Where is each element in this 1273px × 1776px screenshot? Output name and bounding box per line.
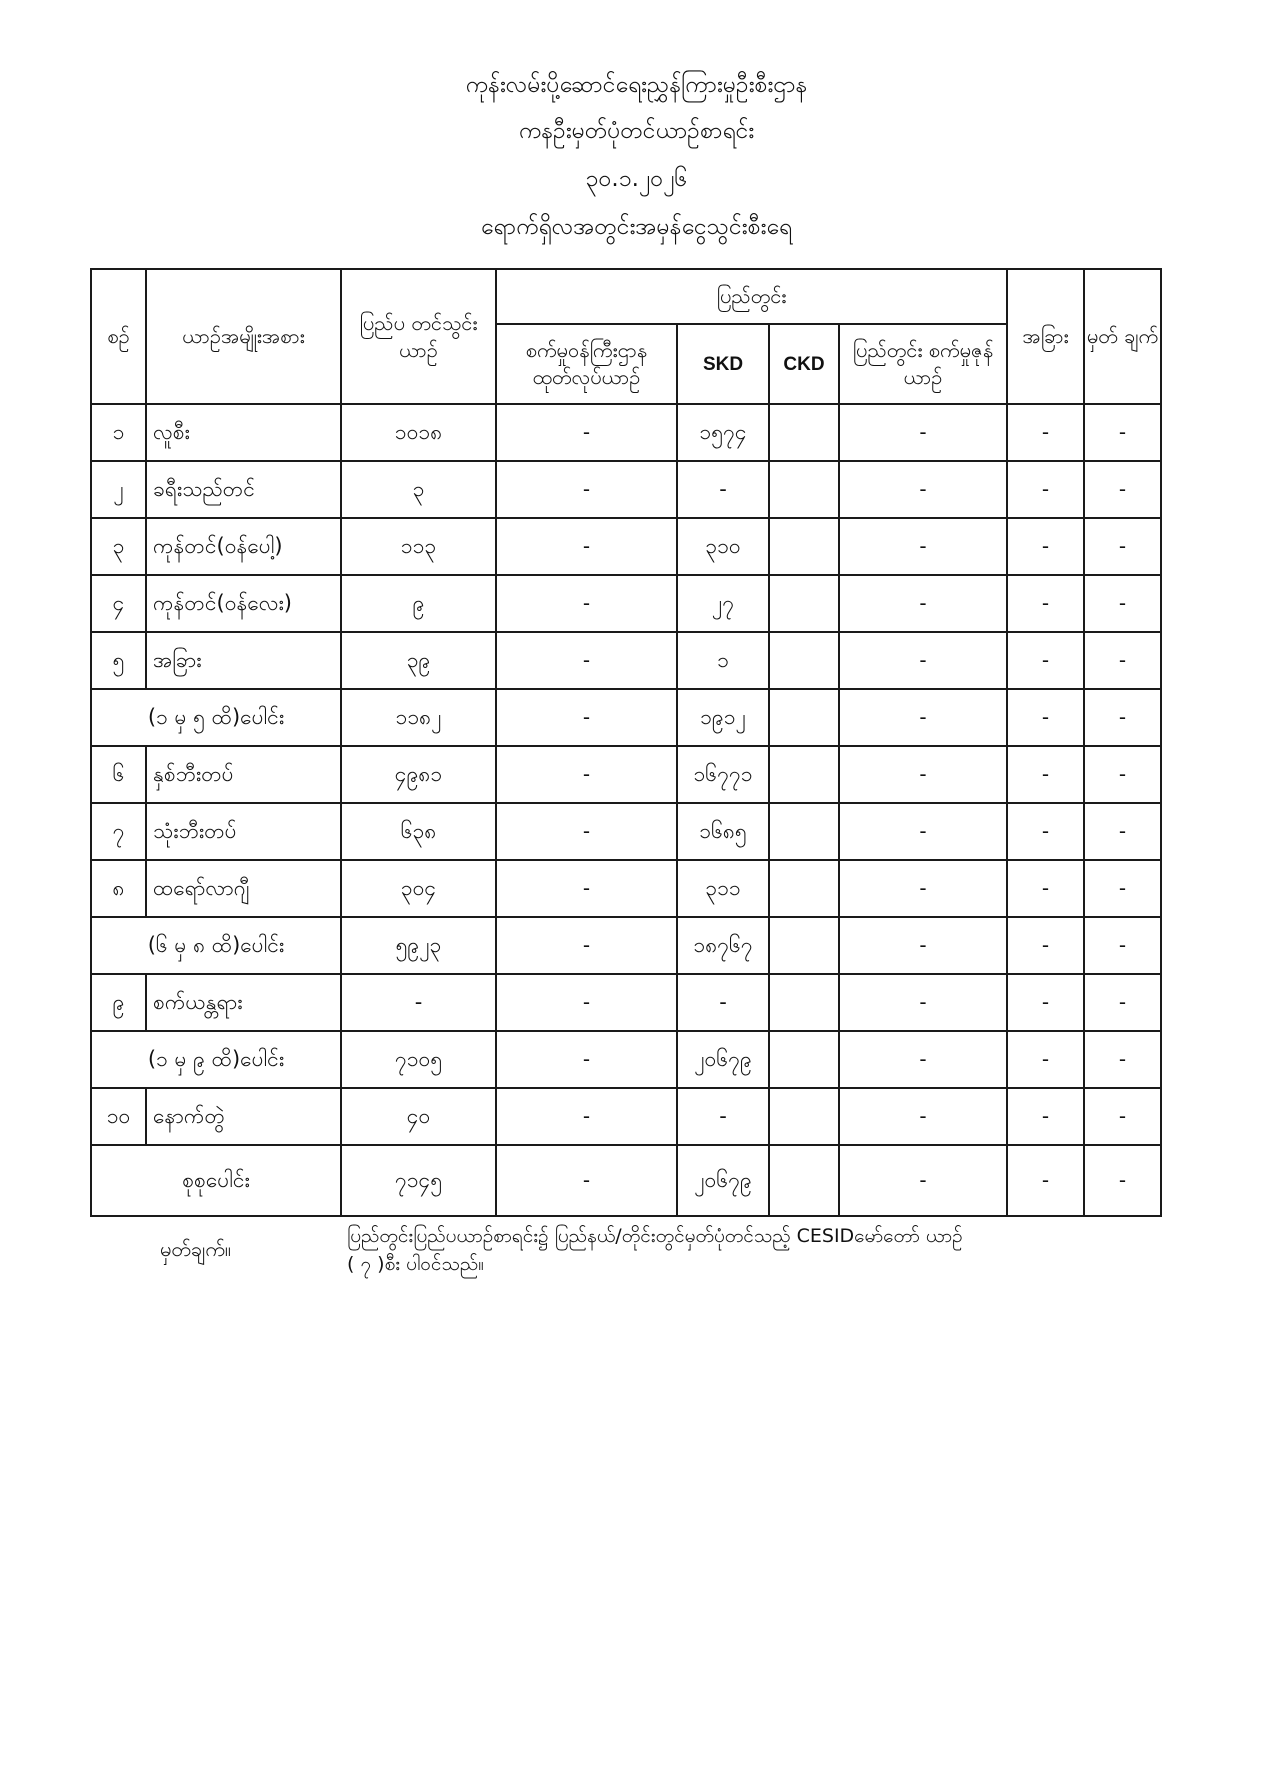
cell-no: ၁၀ — [91, 1088, 146, 1145]
cell-import: ၅၉၂၃ — [341, 917, 496, 974]
cell-ckd — [769, 632, 839, 689]
subtotal-label: (၁ မှ ၉ ထိ)ပေါင်း — [91, 1031, 341, 1088]
cell-local-assembled: - — [839, 860, 1007, 917]
cell-local-assembled: - — [839, 746, 1007, 803]
cell-import: ၉ — [341, 575, 496, 632]
cell-skd: ၁ — [677, 632, 769, 689]
cell-no: ၉ — [91, 974, 146, 1031]
cell-type: အခြား — [146, 632, 341, 689]
cell-import: ၇၁၀၅ — [341, 1031, 496, 1088]
cell-no: ၅ — [91, 632, 146, 689]
cell-skd: ၂၀၆၇၉ — [677, 1145, 769, 1216]
cell-skd: ၃၁၀ — [677, 518, 769, 575]
cell-factory: - — [496, 974, 677, 1031]
note-text-line1: ပြည်တွင်းပြည်ပယာဉ်စာရင်း၌ ပြည်နယ်/တိုင်းတွင်မှတ်ပုံတင်သည့် CESIDမော်တော် ယာဉ် — [347, 1225, 963, 1247]
cell-ckd — [769, 575, 839, 632]
cell-skd: ၁၈၇၆၇ — [677, 917, 769, 974]
cell-import: ၇၁၄၅ — [341, 1145, 496, 1216]
cell-factory: - — [496, 1088, 677, 1145]
cell-type: လူစီး — [146, 404, 341, 461]
cell-no: ၃ — [91, 518, 146, 575]
cell-other: - — [1007, 974, 1084, 1031]
cell-remark: - — [1084, 974, 1161, 1031]
cell-remark: - — [1084, 1088, 1161, 1145]
col-header-skd: SKD — [677, 324, 769, 404]
subtotal-row — [91, 1145, 1161, 1216]
cell-remark: - — [1084, 1145, 1161, 1216]
cell-remark: - — [1084, 575, 1161, 632]
cell-other: - — [1007, 917, 1084, 974]
cell-other: - — [1007, 1088, 1084, 1145]
cell-factory: - — [496, 917, 677, 974]
cell-ckd — [769, 689, 839, 746]
col-header-factory: စက်မှုဝန်ကြီးဌာန ထုတ်လုပ်ယာဉ် — [496, 324, 677, 404]
cell-remark: - — [1084, 404, 1161, 461]
cell-ckd — [769, 1088, 839, 1145]
cell-type: သုံးဘီးတပ် — [146, 803, 341, 860]
cell-import: ၄၉၈၁ — [341, 746, 496, 803]
cell-no: ၂ — [91, 461, 146, 518]
cell-local-assembled: - — [839, 632, 1007, 689]
cell-other: - — [1007, 404, 1084, 461]
department-title: ကုန်းလမ်းပို့ဆောင်ရေးညွှန်ကြားမှုဦးစီးဌာန — [465, 72, 808, 98]
cell-other: - — [1007, 461, 1084, 518]
cell-factory: - — [496, 518, 677, 575]
subtotal-row — [91, 1031, 1161, 1088]
cell-skd: ၃၁၁ — [677, 860, 769, 917]
cell-local-assembled: - — [839, 404, 1007, 461]
cell-factory: - — [496, 1145, 677, 1216]
col-header-type: ယာဉ်အမျိုးအစား — [146, 269, 341, 404]
cell-ckd — [769, 461, 839, 518]
cell-skd: ၁၉၁၂ — [677, 689, 769, 746]
cell-other: - — [1007, 746, 1084, 803]
table-body — [91, 404, 1161, 1216]
cell-ckd — [769, 404, 839, 461]
cell-remark: - — [1084, 518, 1161, 575]
report-title: ကနဦးမှတ်ပုံတင်ယာဉ်စာရင်း — [518, 118, 755, 144]
cell-remark: - — [1084, 689, 1161, 746]
cell-local-assembled: - — [839, 917, 1007, 974]
cell-import: ၄၀ — [341, 1088, 496, 1145]
table-row — [91, 860, 1161, 917]
cell-ckd — [769, 1031, 839, 1088]
subtotal-label: (၁ မှ ၅ ထိ)ပေါင်း — [91, 689, 341, 746]
cell-import: ၃၉ — [341, 632, 496, 689]
cell-other: - — [1007, 632, 1084, 689]
cell-ckd — [769, 917, 839, 974]
cell-ckd — [769, 746, 839, 803]
cell-import: - — [341, 974, 496, 1031]
cell-remark: - — [1084, 860, 1161, 917]
cell-local-assembled: - — [839, 1031, 1007, 1088]
cell-local-assembled: - — [839, 974, 1007, 1031]
cell-import: ၆၃၈ — [341, 803, 496, 860]
cell-type: ကုန်တင်(ဝန်လေး) — [146, 575, 341, 632]
cell-remark: - — [1084, 917, 1161, 974]
cell-factory: - — [496, 1031, 677, 1088]
table-row — [91, 1088, 1161, 1145]
cell-type: ခရီးသည်တင် — [146, 461, 341, 518]
cell-local-assembled: - — [839, 1145, 1007, 1216]
cell-skd: ၁၆၈၅ — [677, 803, 769, 860]
cell-no: ၁ — [91, 404, 146, 461]
cell-factory: - — [496, 404, 677, 461]
col-header-ckd: CKD — [769, 324, 839, 404]
cell-type: နောက်တွဲ — [146, 1088, 341, 1145]
cell-remark: - — [1084, 461, 1161, 518]
table-row — [91, 803, 1161, 860]
col-header-remark: မှတ် ချက် — [1084, 269, 1161, 404]
cell-local-assembled: - — [839, 1088, 1007, 1145]
col-header-other: အခြား — [1007, 269, 1084, 404]
subtotal-row — [91, 689, 1161, 746]
cell-type: ကုန်တင်(ဝန်ပေါ့) — [146, 518, 341, 575]
table-row — [91, 746, 1161, 803]
table-row — [91, 974, 1161, 1031]
cell-import: ၃၀၄ — [341, 860, 496, 917]
cell-skd: ၁၅၇၄ — [677, 404, 769, 461]
cell-skd: ၂၇ — [677, 575, 769, 632]
cell-other: - — [1007, 803, 1084, 860]
cell-type: စက်ယန္တရား — [146, 974, 341, 1031]
cell-no: ၆ — [91, 746, 146, 803]
table-row — [91, 632, 1161, 689]
cell-other: - — [1007, 860, 1084, 917]
table-row — [91, 518, 1161, 575]
report-date: ၃၀.၁.၂၀၂၆ — [585, 166, 688, 192]
cell-other: - — [1007, 1031, 1084, 1088]
table-row — [91, 575, 1161, 632]
cell-factory: - — [496, 689, 677, 746]
cell-skd: - — [677, 1088, 769, 1145]
col-header-import: ပြည်ပ တင်သွင်းယာဉ် — [341, 269, 496, 404]
note-text — [347, 1222, 1157, 1278]
cell-no: ၇ — [91, 803, 146, 860]
table-row — [91, 461, 1161, 518]
cell-skd: - — [677, 461, 769, 518]
cell-local-assembled: - — [839, 518, 1007, 575]
note-label: မှတ်ချက်။ — [160, 1237, 231, 1261]
cell-local-assembled: - — [839, 689, 1007, 746]
cell-local-assembled: - — [839, 461, 1007, 518]
cell-remark: - — [1084, 1031, 1161, 1088]
cell-factory: - — [496, 632, 677, 689]
cell-type: ထရော်လာဂျီ — [146, 860, 341, 917]
cell-factory: - — [496, 746, 677, 803]
subtotal-row — [91, 917, 1161, 974]
cell-ckd — [769, 974, 839, 1031]
report-subtitle: ရောက်ရှိလအတွင်းအမှန်ငွေသွင်းစီးရေ — [480, 214, 793, 240]
cell-ckd — [769, 518, 839, 575]
cell-remark: - — [1084, 746, 1161, 803]
vehicle-registration-table — [90, 268, 1162, 1217]
col-header-domestic-group: ပြည်တွင်း — [496, 269, 1007, 324]
table-row — [91, 404, 1161, 461]
cell-skd: - — [677, 974, 769, 1031]
col-header-local-assembled: ပြည်တွင်း စက်မှုဇုန်ယာဉ် — [839, 324, 1007, 404]
subtotal-label: (၆ မှ ၈ ထိ)ပေါင်း — [91, 917, 341, 974]
cell-remark: - — [1084, 803, 1161, 860]
cell-skd: ၂၀၆၇၉ — [677, 1031, 769, 1088]
cell-skd: ၁၆၇၇၁ — [677, 746, 769, 803]
cell-factory: - — [496, 575, 677, 632]
cell-local-assembled: - — [839, 575, 1007, 632]
cell-factory: - — [496, 860, 677, 917]
subtotal-label: စုစုပေါင်း — [91, 1145, 341, 1216]
cell-local-assembled: - — [839, 803, 1007, 860]
cell-remark: - — [1084, 632, 1161, 689]
cell-import: ၃ — [341, 461, 496, 518]
col-header-no: စဉ် — [91, 269, 146, 404]
cell-import: ၁၁၃ — [341, 518, 496, 575]
cell-ckd — [769, 1145, 839, 1216]
cell-type: နှစ်ဘီးတပ် — [146, 746, 341, 803]
cell-factory: - — [496, 461, 677, 518]
cell-ckd — [769, 860, 839, 917]
cell-import: ၁၀၁၈ — [341, 404, 496, 461]
cell-no: ၈ — [91, 860, 146, 917]
cell-other: - — [1007, 689, 1084, 746]
cell-factory: - — [496, 803, 677, 860]
cell-import: ၁၁၈၂ — [341, 689, 496, 746]
cell-other: - — [1007, 1145, 1084, 1216]
cell-other: - — [1007, 518, 1084, 575]
cell-other: - — [1007, 575, 1084, 632]
cell-no: ၄ — [91, 575, 146, 632]
note-text-line2: ( ၇ )စီး ပါဝင်သည်။ — [347, 1253, 484, 1275]
cell-ckd — [769, 803, 839, 860]
